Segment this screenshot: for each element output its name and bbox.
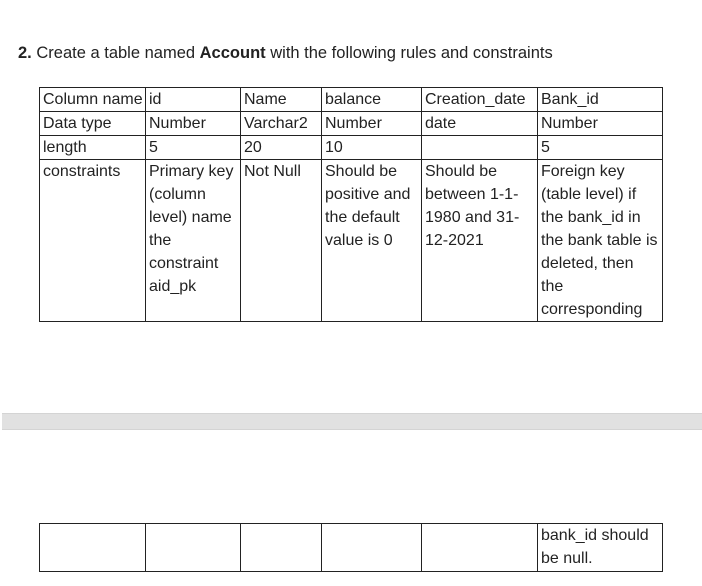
constraints-row bbox=[40, 160, 663, 322]
data-type-cell: Number bbox=[322, 112, 422, 136]
constraint-cell: Foreign key (table level) if the bank_id in the bank table is deleted, then the corresponding bbox=[538, 160, 663, 322]
row-label: constraints bbox=[40, 160, 146, 322]
task-text-suffix: with the following rules and constraints bbox=[270, 44, 553, 62]
page-break bbox=[0, 413, 702, 430]
page-break-edge bbox=[0, 413, 2, 430]
data-type-row bbox=[40, 112, 663, 136]
table-name: Account bbox=[199, 44, 266, 62]
column-cell: Bank_id bbox=[538, 88, 663, 112]
row-label: length bbox=[40, 136, 146, 160]
length-cell: 5 bbox=[146, 136, 241, 160]
constraint-cell: Should be between 1-1-1980 and 31-12-2021 bbox=[422, 160, 538, 322]
continuation-cell: bank_id should be null. bbox=[538, 524, 663, 572]
column-cell: Creation_date bbox=[422, 88, 538, 112]
data-type-cell: Number bbox=[146, 112, 241, 136]
task-text-prefix: Create a table named bbox=[36, 44, 196, 62]
continuation-cell bbox=[40, 524, 146, 572]
length-cell: 10 bbox=[322, 136, 422, 160]
length-row bbox=[40, 136, 663, 160]
length-cell: 5 bbox=[538, 136, 663, 160]
data-type-cell: date bbox=[422, 112, 538, 136]
length-cell: 20 bbox=[241, 136, 322, 160]
continuation-cell bbox=[146, 524, 241, 572]
column-name-row bbox=[40, 88, 663, 112]
constraint-cell: Not Null bbox=[241, 160, 322, 322]
task-heading bbox=[18, 44, 553, 63]
constraint-cell: Primary key (column level) name the constraint aid_pk bbox=[146, 160, 241, 322]
account-table bbox=[39, 87, 663, 322]
length-cell bbox=[422, 136, 538, 160]
column-cell: balance bbox=[322, 88, 422, 112]
continuation-cell bbox=[241, 524, 322, 572]
continuation-cell bbox=[322, 524, 422, 572]
row-label: Data type bbox=[40, 112, 146, 136]
continuation-row bbox=[40, 524, 663, 572]
row-label: Column name bbox=[40, 88, 146, 112]
continuation-cell bbox=[422, 524, 538, 572]
data-type-cell: Varchar2 bbox=[241, 112, 322, 136]
constraint-cell: Should be positive and the default value is 0 bbox=[322, 160, 422, 322]
data-type-cell: Number bbox=[538, 112, 663, 136]
column-cell: id bbox=[146, 88, 241, 112]
column-cell: Name bbox=[241, 88, 322, 112]
task-number: 2. bbox=[18, 44, 32, 62]
account-table-continuation bbox=[39, 523, 663, 572]
